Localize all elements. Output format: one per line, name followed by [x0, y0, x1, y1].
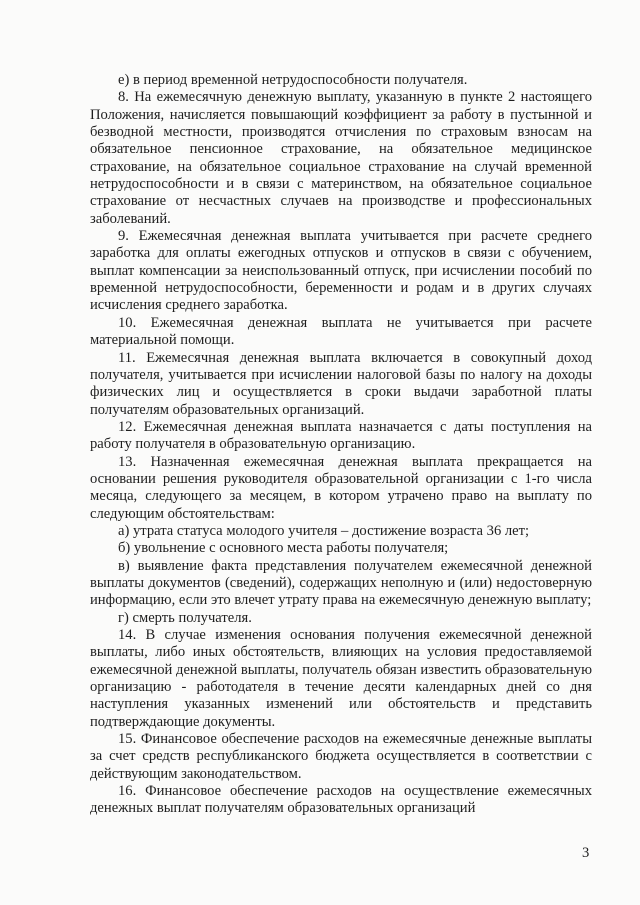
paragraph-13-item-b: б) увольнение с основного места работы получателя;: [118, 540, 449, 557]
paragraph-9: 9. Ежемесячная денежная выплата учитывается при расчете среднего заработка для оплаты ежегодных отпусков и отпусков в связи с обучением, выплат компенсации за неиспользованный отпуск, при исчислении пособий по временной нетрудоспособности, беременности и родам и в других случаях исчисления среднего заработка.: [90, 228, 592, 314]
paragraph-10: 10. Ежемесячная денежная выплата не учитывается при расчете материальной помощи.: [90, 314, 592, 349]
paragraph-13: 13. Назначенная ежемесячная денежная выплата прекращается на основании решения руководителя образовательной организации с 1-го числа месяца, следующего за месяцем, в котором утрачено право на выплату по следующим обстоятельствам:: [90, 453, 592, 522]
paragraph-14: 14. В случае изменения основания получения ежемесячной денежной выплаты, либо иных обстоятельств, влияющих на условия предоставляемой ежемесячной денежной выплаты, получатель обязан известить образовательную организацию - работодателя в течение десяти календарных дней со дня наступления указанных изменений или обстоятельств и представить подтверждающие документы.: [90, 627, 593, 730]
paragraph-13-item-a: а) утрата статуса молодого учителя – достижение возраста 36 лет;: [118, 522, 530, 539]
paragraph-16: 16. Финансовое обеспечение расходов на осуществление ежемесячных денежных выплат получателям образовательных организаций: [90, 783, 592, 817]
paragraph-11: 11. Ежемесячная денежная выплата включается в совокупный доход получателя, учитывается при исчислении налоговой базы по налогу на доходы физических лиц и осуществляется в сроки выдачи заработной платы получателям образовательных организаций.: [90, 349, 592, 418]
paragraph-12: 12. Ежемесячная денежная выплата назначается с даты поступления на работу получателя в образовательную организацию.: [90, 418, 592, 453]
page-number: 3: [582, 845, 590, 861]
paragraph-15: 15. Финансовое обеспечение расходов на ежемесячные денежные выплаты за счет средств республиканского бюджета осуществляется в соответствии с действующим законодательством.: [90, 731, 592, 782]
paragraph-8: 8. На ежемесячную денежную выплату, указанную в пункте 2 настоящего Положения, начисляется повышающий коэффициент за работу в пустынной и безводной местности, производятся отчисления по страховым взносам на обязательное пенсионное страхование, на обязательное медицинское страхование, на обязательное социальное страхование на случай временной нетрудоспособности и в связи с материнством, на обязательное социальное страхование от несчастных случаев на производстве и профессиональных заболеваний.: [90, 89, 592, 227]
paragraph-13-item-g: г) смерть получателя.: [118, 609, 252, 626]
paragraph-13-item-v: в) выявление факта представления получателем ежемесячной денежной выплаты документов (сведений), содержащих неполную и (или) недостоверную информацию, если это влечет утрату права на ежемесячную денежную выплату;: [90, 557, 592, 609]
paragraph-item-e: е) в период временной нетрудоспособности получателя.: [118, 72, 468, 88]
document-body: [90, 72, 592, 818]
